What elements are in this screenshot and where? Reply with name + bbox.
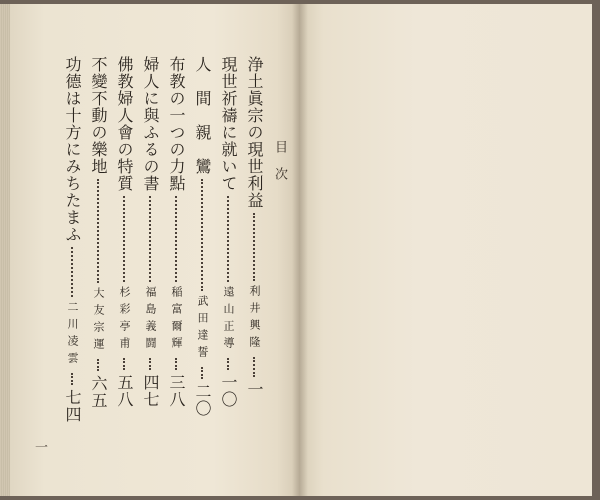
dot-leader [71,373,73,385]
page-number: 一 [32,440,47,453]
toc-entry-author: 二川凌雲 [66,301,79,369]
toc-entry [141,56,159,426]
right-page [300,4,592,496]
toc-entry-author: 大友宗運 [92,287,105,355]
toc-entry-page: 七四 [63,389,82,423]
toc-heading: 目次 [272,140,287,194]
toc-entry-title: 佛教婦人會の特質 [115,56,134,192]
toc-entry [245,56,263,426]
toc-entry-author: 稲富爾輝 [170,286,183,354]
toc-entry-page: 三八 [167,374,186,408]
dot-leader [175,196,177,282]
dot-leader [227,358,229,370]
dot-leader [71,247,73,297]
toc-entry [193,56,211,426]
dot-leader [201,367,203,379]
toc-entry-author: 福島義闘 [144,286,157,354]
toc-entry [63,56,81,426]
toc-entry-title: 不變不動の樂地 [89,56,108,175]
toc-entry-author: 利井興隆 [248,285,261,353]
dot-leader [123,358,125,370]
toc-entry-page: 五八 [115,374,134,408]
dot-leader [123,196,125,282]
dot-leader [97,179,99,283]
toc-entry-author: 遠山正導 [222,286,235,354]
book-gutter [292,4,308,496]
dot-leader [253,357,255,377]
dot-leader [175,358,177,370]
toc-entry-title: 布教の一つの力點 [167,56,186,192]
toc-entry-title: 婦人に與ふるの書 [141,56,160,192]
toc-entry-title: 現世祈禱に就いて [219,56,238,192]
toc-entry-page: 二〇 [193,383,212,417]
toc-entry-page: 一 [245,381,264,398]
toc-entry [167,56,185,426]
dot-leader [149,196,151,282]
dot-leader [227,196,229,282]
dot-leader [201,179,203,291]
toc-entry-title: 浄土眞宗の現世利益 [245,56,264,209]
toc-entry-author: 武田達誓 [196,295,209,363]
dot-leader [149,358,151,370]
toc-entry [89,56,107,426]
toc-entry-title: 功德は十方にみちたまふ [63,56,82,243]
toc-entry [115,56,133,426]
toc-entry-title: 人 間 親 鸞 [193,56,212,175]
dot-leader [97,359,99,371]
toc-entry-page: 四七 [141,374,160,408]
toc-entry-author: 杉彩亭甫 [118,286,131,354]
toc-entry-page: 六五 [89,375,108,409]
toc-entry-page: 一〇 [219,374,238,408]
dot-leader [253,213,255,281]
toc-entry [219,56,237,426]
